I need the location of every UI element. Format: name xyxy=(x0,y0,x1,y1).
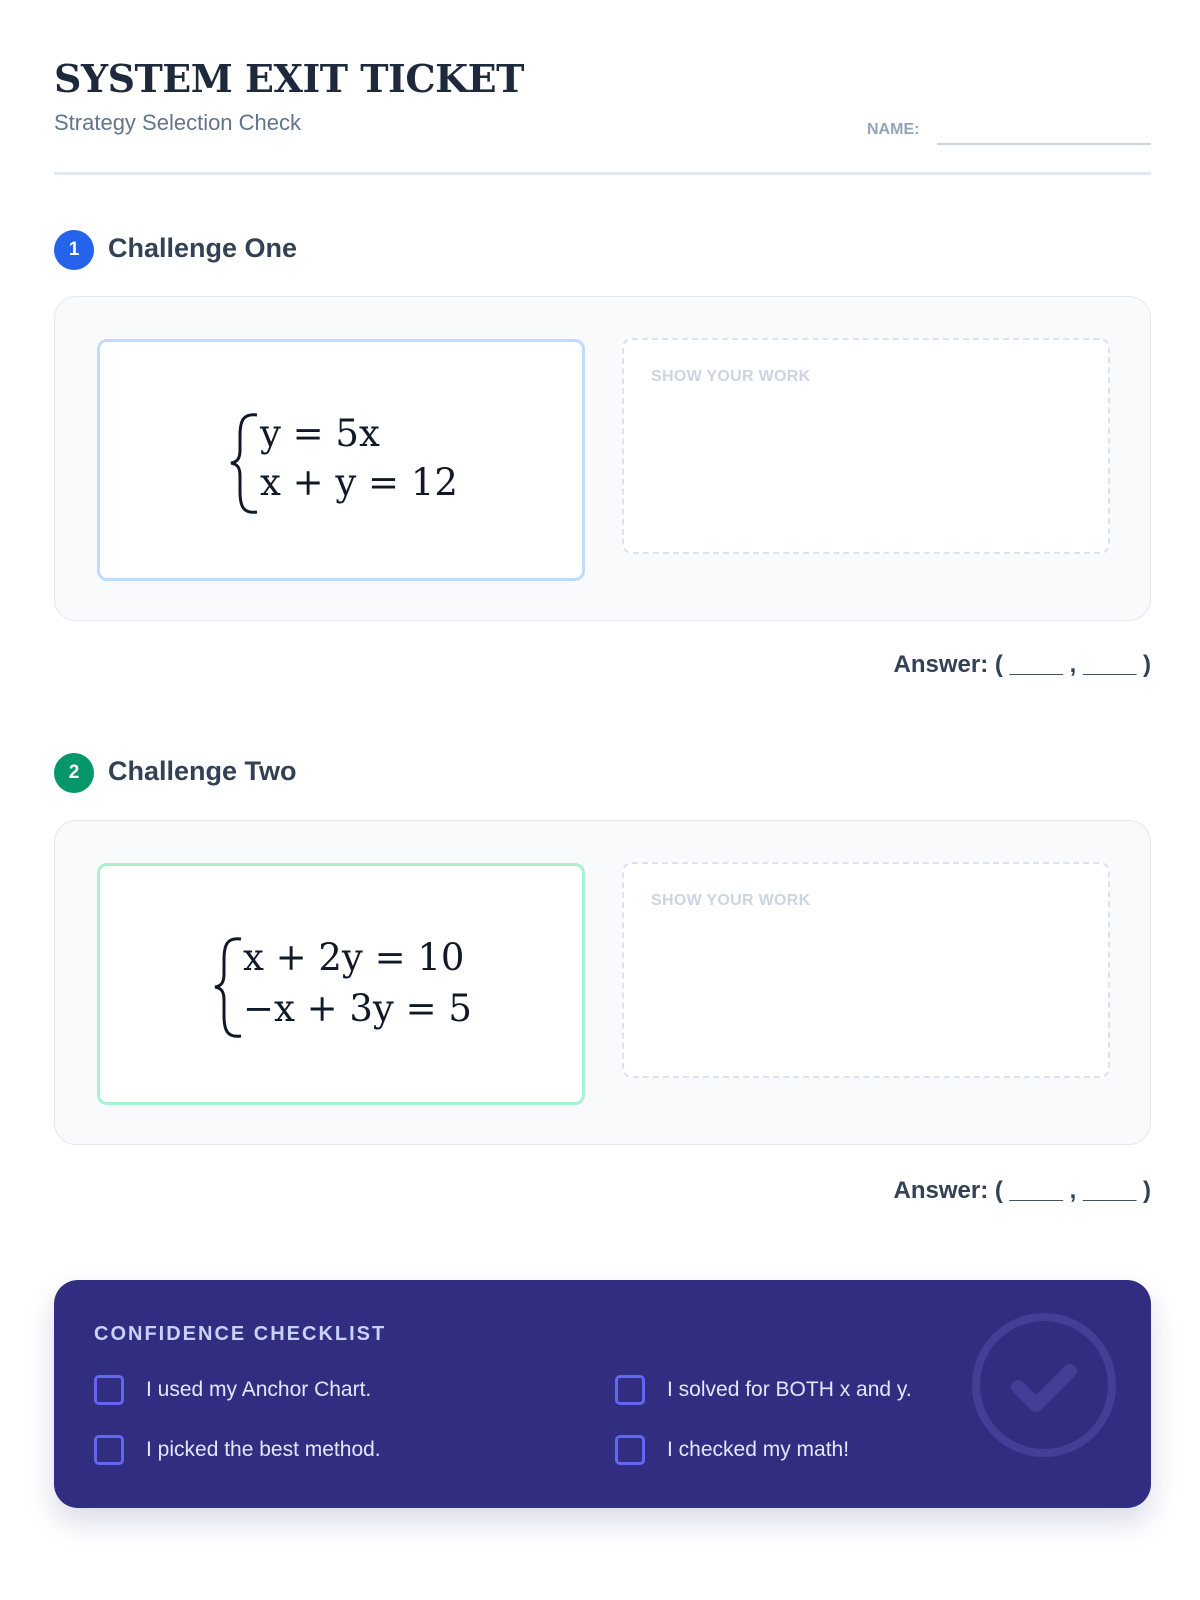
section-number-badge: 1 xyxy=(54,230,94,270)
answer-line[interactable]: Answer: ( ____ , ____ ) xyxy=(893,1177,1151,1204)
challenge-panel xyxy=(54,296,1151,621)
confidence-checklist xyxy=(54,1280,1151,1508)
equation-system xyxy=(100,866,582,1102)
checkbox[interactable] xyxy=(615,1375,645,1405)
left-brace-icon xyxy=(231,415,257,513)
name-label: NAME: xyxy=(867,121,920,138)
work-area[interactable] xyxy=(622,862,1110,1078)
equation-line: x + 2y = 10 xyxy=(243,936,465,979)
page-title: SYSTEM EXIT TICKET xyxy=(54,56,524,101)
checklist-heading: CONFIDENCE CHECKLIST xyxy=(94,1323,387,1345)
checkbox[interactable] xyxy=(94,1435,124,1465)
section-title: Challenge Two xyxy=(108,756,297,786)
section-title: Challenge One xyxy=(108,233,298,263)
exit-ticket-page xyxy=(54,0,1151,1600)
checkbox[interactable] xyxy=(615,1435,645,1465)
equation-system-box xyxy=(97,339,585,581)
page-subtitle: Strategy Selection Check xyxy=(54,110,302,135)
checklist-item[interactable] xyxy=(94,1435,381,1465)
checklist-item[interactable] xyxy=(94,1375,371,1405)
equation-line: x + y = 12 xyxy=(260,461,458,504)
checklist-item[interactable] xyxy=(615,1375,912,1405)
answer-line[interactable]: Answer: ( ____ , ____ ) xyxy=(893,651,1151,678)
checklist-item-label: I checked my math! xyxy=(667,1438,850,1461)
work-area-label: SHOW YOUR WORK xyxy=(651,368,811,385)
work-area-label: SHOW YOUR WORK xyxy=(651,892,811,909)
equation-system-box xyxy=(97,863,585,1105)
check-circle-icon xyxy=(969,1310,1119,1460)
equation-system xyxy=(100,342,582,578)
equation-line: y = 5x xyxy=(260,412,380,455)
checklist-item[interactable] xyxy=(615,1435,849,1465)
name-field[interactable] xyxy=(937,143,1151,145)
checklist-item-label: I picked the best method. xyxy=(146,1438,381,1461)
work-area[interactable] xyxy=(622,338,1110,554)
left-brace-icon xyxy=(215,939,241,1037)
checkbox[interactable] xyxy=(94,1375,124,1405)
equation-line: −x + 3y = 5 xyxy=(243,987,472,1030)
header-divider xyxy=(54,172,1151,175)
checklist-item-label: I used my Anchor Chart. xyxy=(146,1378,372,1401)
challenge-panel xyxy=(54,820,1151,1145)
section-number-badge: 2 xyxy=(54,753,94,793)
checklist-item-label: I solved for BOTH x and y. xyxy=(667,1378,912,1401)
